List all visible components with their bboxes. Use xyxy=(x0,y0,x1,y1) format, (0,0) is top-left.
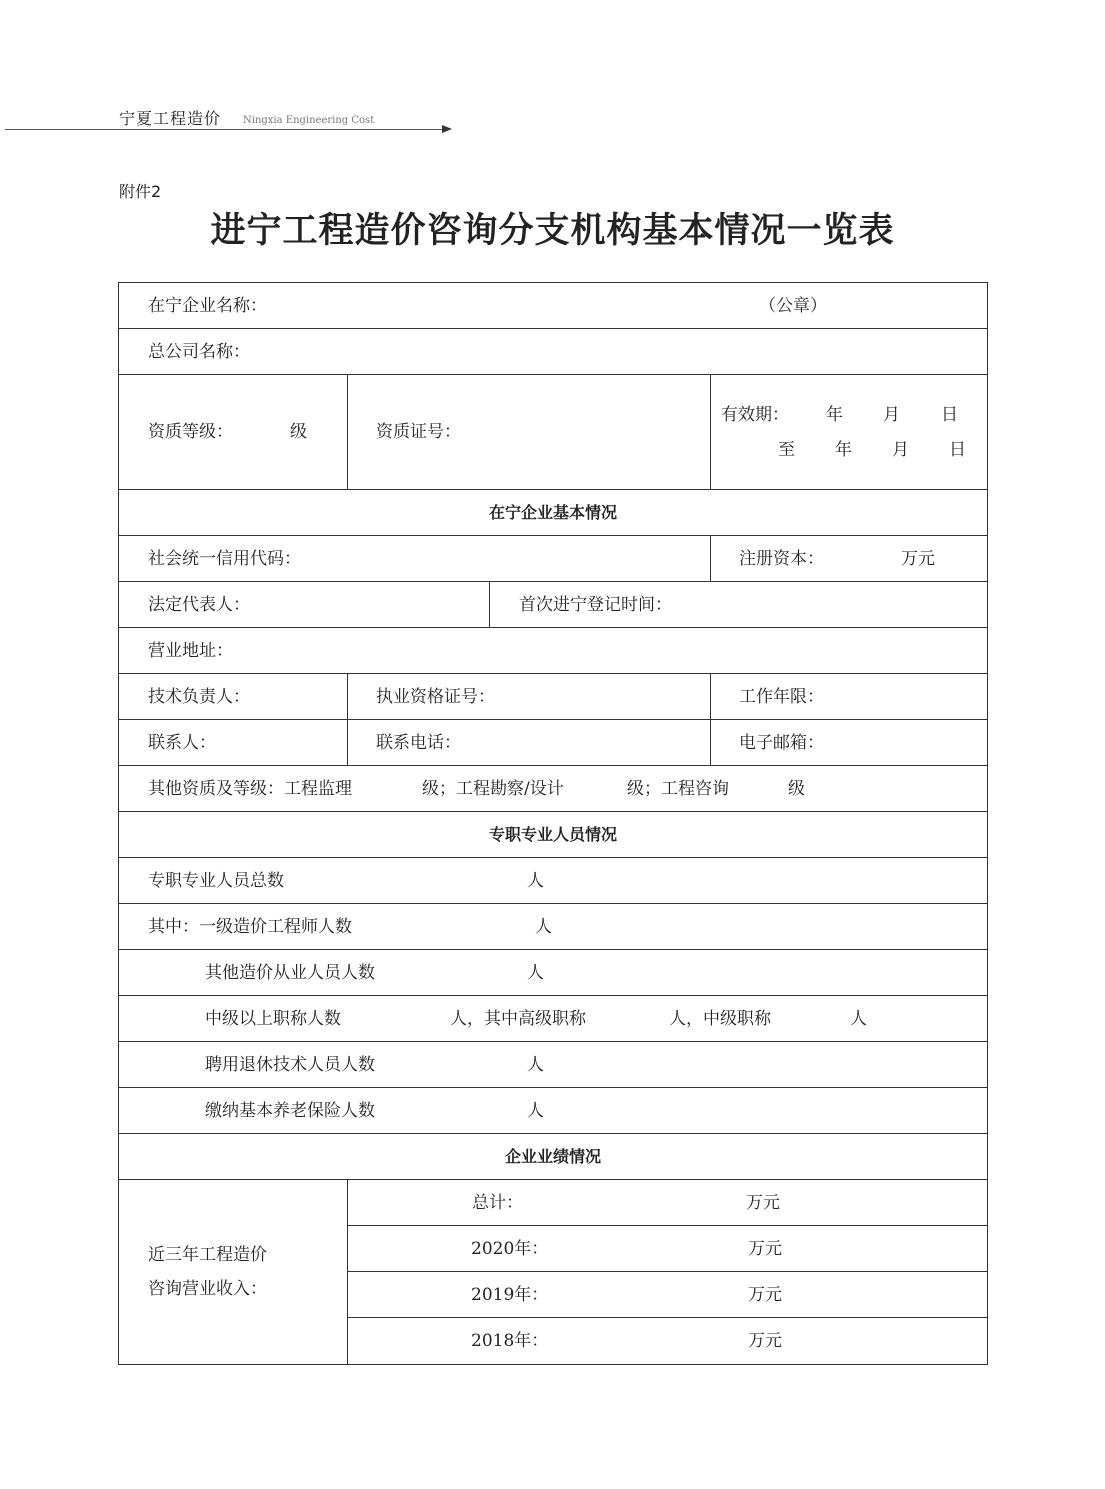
validity-end-month: 月 xyxy=(892,440,909,460)
other-cost-label: 其他造价从业人员人数 xyxy=(205,963,375,983)
row-address xyxy=(119,628,987,674)
journal-header-title: 宁夏工程造价 xyxy=(119,109,222,128)
validity-label: 有效期： xyxy=(721,405,789,425)
other-qual-text-3: 级；工程咨询 xyxy=(627,779,729,799)
row-legal-rep xyxy=(119,582,987,628)
revenue-total-row xyxy=(348,1180,987,1226)
row-tech-lead xyxy=(119,674,987,720)
mid-title-count-label: 人，中级职称 xyxy=(669,1009,771,1029)
credit-code-label: 社会统一信用代码： xyxy=(148,549,301,569)
validity-start-month: 月 xyxy=(883,405,900,425)
row-retired-staff xyxy=(119,1042,987,1088)
tech-lead-label: 技术负责人： xyxy=(148,687,250,707)
senior-title-label: 人，其中高级职称 xyxy=(450,1009,586,1029)
revenue-2020-row xyxy=(348,1226,987,1272)
header-rule xyxy=(5,129,445,130)
other-cost-unit: 人 xyxy=(527,963,544,983)
legal-rep-label: 法定代表人： xyxy=(148,595,250,615)
qual-level-unit: 级 xyxy=(290,422,307,442)
revenue-label-line2: 咨询营业收入： xyxy=(148,1279,267,1299)
section-basic-title: 在宁企业基本情况 xyxy=(488,503,617,522)
revenue-2018-unit: 万元 xyxy=(748,1331,782,1351)
cert-no-label: 资质证号： xyxy=(376,422,461,442)
pension-label: 缴纳基本养老保险人数 xyxy=(205,1101,375,1121)
row-other-qualifications xyxy=(119,766,987,812)
mid-title-label: 中级以上职称人数 xyxy=(205,1009,341,1029)
row-qualification xyxy=(119,375,987,490)
revenue-2018-label: 2018年： xyxy=(471,1331,549,1351)
phone-label: 联系电话： xyxy=(376,733,461,753)
revenue-total-unit: 万元 xyxy=(746,1193,780,1213)
retired-label: 聘用退休技术人员人数 xyxy=(205,1055,375,1075)
contact-label: 联系人： xyxy=(148,733,216,753)
row-first-class-engineers xyxy=(119,904,987,950)
work-years-label: 工作年限： xyxy=(739,687,824,707)
first-class-label: 其中：一级造价工程师人数 xyxy=(148,917,352,937)
revenue-label-line1: 近三年工程造价 xyxy=(148,1245,267,1265)
validity-to: 至 xyxy=(778,440,795,460)
section-performance xyxy=(119,1134,987,1180)
retired-unit: 人 xyxy=(527,1055,544,1075)
validity-start-day: 日 xyxy=(941,405,958,425)
staff-total-unit: 人 xyxy=(527,871,544,891)
other-qual-text-4: 级 xyxy=(788,779,805,799)
row-parent-company xyxy=(119,329,987,375)
section-basic-info xyxy=(119,490,987,536)
document-title: 进宁工程造价咨询分支机构基本情况一览表 xyxy=(210,210,895,251)
license-no-label: 执业资格证号： xyxy=(376,687,495,707)
row-company-name xyxy=(119,283,987,329)
row-titles xyxy=(119,996,987,1042)
staff-total-label: 专职专业人员总数 xyxy=(148,871,284,891)
parent-company-label: 总公司名称： xyxy=(148,342,250,362)
revenue-2019-unit: 万元 xyxy=(748,1285,782,1305)
revenue-2019-row xyxy=(348,1272,987,1318)
header-arrow-icon xyxy=(442,125,452,133)
first-reg-label: 首次进宁登记时间： xyxy=(519,595,672,615)
qual-level-label: 资质等级： xyxy=(148,422,233,442)
section-staff-title: 专职专业人员情况 xyxy=(488,825,617,844)
section-performance-title: 企业业绩情况 xyxy=(504,1147,601,1166)
company-name-label: 在宁企业名称： xyxy=(148,296,267,316)
address-label: 营业地址： xyxy=(148,641,233,661)
revenue-total-label: 总计： xyxy=(472,1193,523,1213)
other-qual-text-1: 其他资质及等级：工程监理 xyxy=(148,779,352,799)
seal-label: （公章） xyxy=(759,296,827,316)
attachment-label: 附件2 xyxy=(119,182,162,201)
validity-end-year: 年 xyxy=(835,440,852,460)
row-credit-code xyxy=(119,536,987,582)
pension-unit: 人 xyxy=(527,1101,544,1121)
validity-end-day: 日 xyxy=(949,440,966,460)
journal-header-subtitle: Ningxia Engineering Cost xyxy=(243,115,375,126)
row-pension xyxy=(119,1088,987,1134)
info-form-table xyxy=(118,282,988,1365)
row-staff-total xyxy=(119,858,987,904)
revenue-2020-label: 2020年： xyxy=(471,1239,549,1259)
validity-start-year: 年 xyxy=(826,405,843,425)
email-label: 电子邮箱： xyxy=(739,733,824,753)
revenue-2019-label: 2019年： xyxy=(471,1285,549,1305)
other-qual-text-2: 级；工程勘察/设计 xyxy=(422,779,564,799)
section-staff xyxy=(119,812,987,858)
row-other-cost-staff xyxy=(119,950,987,996)
reg-capital-unit: 万元 xyxy=(901,549,935,569)
row-revenue xyxy=(119,1180,987,1364)
mid-title-unit: 人 xyxy=(850,1009,867,1029)
revenue-2020-unit: 万元 xyxy=(748,1239,782,1259)
row-contact xyxy=(119,720,987,766)
revenue-2018-row xyxy=(348,1318,987,1364)
first-class-unit: 人 xyxy=(535,917,552,937)
reg-capital-label: 注册资本： xyxy=(739,549,824,569)
